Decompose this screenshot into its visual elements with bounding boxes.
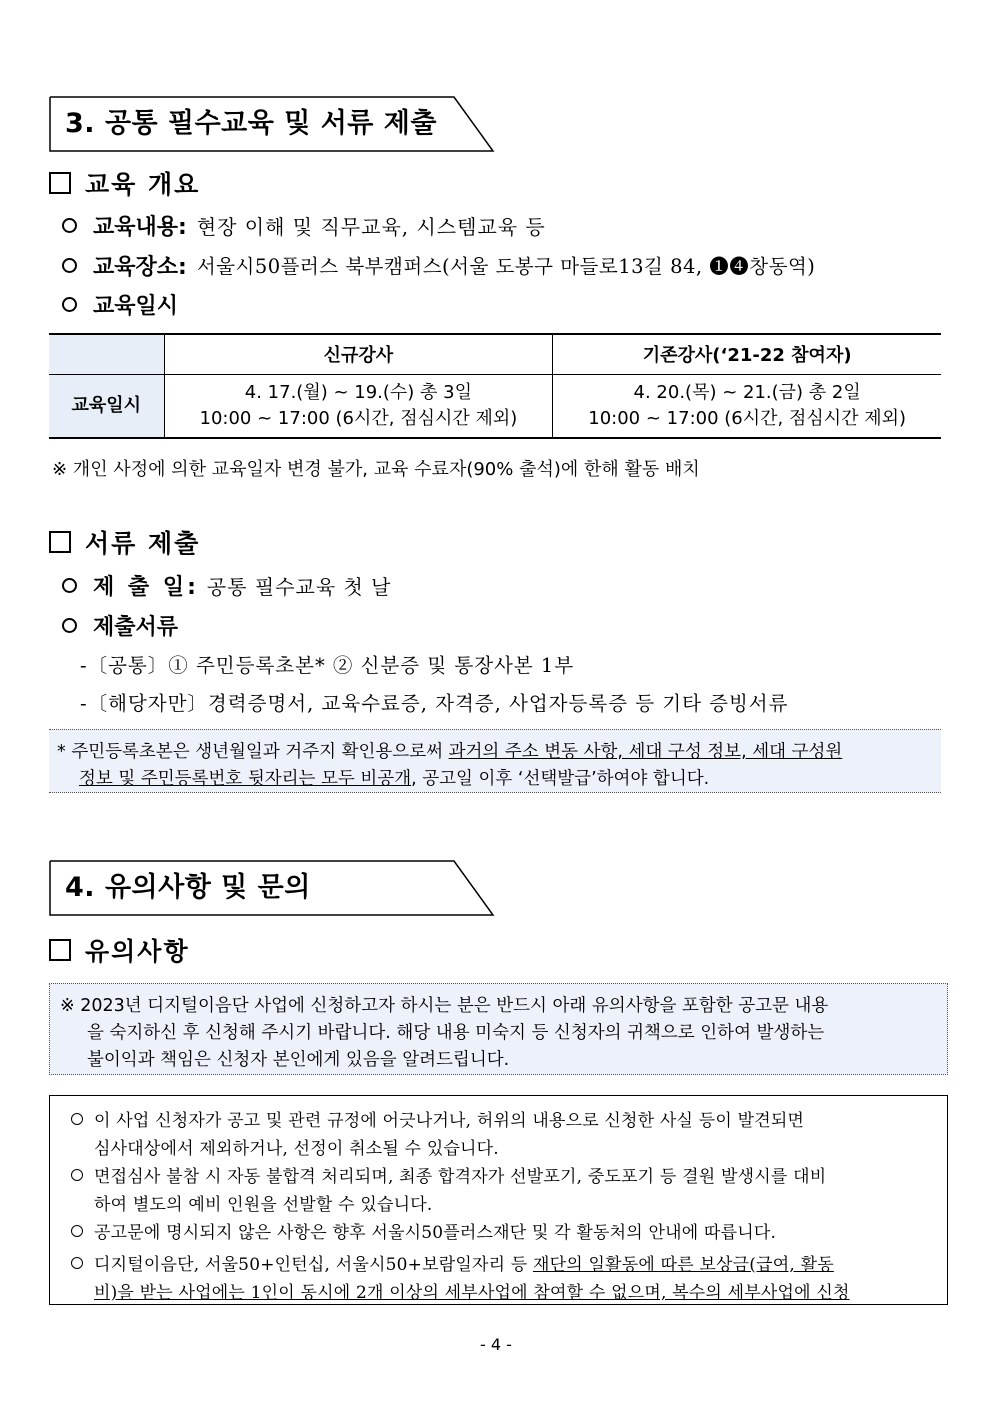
edu-date-item (62, 287, 178, 321)
circle-bullet-icon (62, 297, 77, 312)
edu-place-label: 교육장소: (93, 254, 187, 280)
docs-date-item (62, 568, 392, 602)
note-text: , 공고일 이후 ‘선택발급’하여야 합니다. (411, 769, 710, 789)
docs-common: -〔공통〕① 주민등록초본* ② 신분증 및 통장사본 1부 (80, 654, 575, 677)
table-cell-existing (553, 374, 941, 438)
section-4-title: 4. 유의사항 및 문의 (65, 872, 311, 903)
table-note: ※ 개인 사정에 의한 교육일자 변경 불가, 교육 수료자(90% 출석)에 한해 활동 배치 (52, 459, 700, 480)
checkbox-square-icon (49, 939, 71, 961)
checkbox-square-icon (49, 531, 71, 553)
edu-content-item (62, 208, 546, 242)
table-header-existing: 기존강사(‘21-22 참여자) (553, 334, 941, 374)
table-header-row (49, 334, 941, 374)
list-underlined-text: 재단의 일활동에 따른 보상금(급여, 활동 (533, 1255, 834, 1275)
docs-list-item (62, 608, 178, 642)
note-underlined-text: 과거의 주소 변동 사항, 세대 구성 정보, 세대 구성원 (448, 742, 843, 762)
edu-place-value: 서울시50플러스 북부캠퍼스(서울 도봉구 마들로13길 84, ❶❹창동역) (196, 255, 816, 278)
docs-date-label: 제 출 일: (93, 574, 199, 600)
docs-date-value: 공통 필수교육 첫 날 (206, 574, 392, 599)
circle-bullet-icon (62, 578, 77, 593)
note-underlined-text: 정보 및 주민등록번호 뒷자리는 모두 비공개 (79, 769, 412, 789)
notes-list-box (49, 1095, 948, 1305)
table-row-label: 교육일시 (49, 374, 164, 438)
table-header-empty (49, 334, 164, 374)
table-header-new: 신규강사 (164, 334, 553, 374)
existing-time-line: 10:00 ~ 17:00 (6시간, 점심시간 제외) (588, 407, 907, 429)
circle-bullet-icon (62, 218, 77, 233)
note-text: * 주민등록초본은 생년월일과 거주지 확인용으로써 (57, 742, 449, 762)
list-item (94, 1250, 834, 1275)
docs-list-label: 제출서류 (93, 614, 179, 640)
warning-box (49, 983, 948, 1075)
docs-applicable: -〔해당자만〕경력증명서, 교육수료증, 자격증, 사업자등록증 등 기타 증빙서류 (80, 692, 789, 715)
list-item: 이 사업 신청자가 공고 및 관련 규정에 어긋나거나, 허위의 내용으로 신청한 사실 등이 발견되면 (94, 1111, 805, 1131)
existing-date-line: 4. 20.(목) ~ 21.(금) 총 2일 (633, 381, 861, 403)
list-item: 공고문에 명시되지 않은 사항은 향후 서울시50플러스재단 및 각 활동처의 안내에 따릅니다. (94, 1223, 777, 1243)
list-item-cont: 비)을 받는 사업에는 1인이 동시에 2개 이상의 세부사업에 참여할 수 없으며, 복수의 세부사업에 신청 (94, 1283, 850, 1303)
section-3-title: 3. 공통 필수교육 및 서류 제출 (65, 108, 437, 139)
docs-note-box (49, 729, 941, 793)
edu-schedule-table (49, 333, 941, 439)
list-item-cont: 하여 별도의 예비 인원을 선발할 수 있습니다. (94, 1195, 433, 1215)
table-cell-new (164, 374, 553, 438)
circle-bullet-icon (71, 1225, 83, 1237)
circle-bullet-icon (71, 1257, 83, 1269)
warning-line-2: 을 숙지하신 후 신청해 주시기 바랍니다. 해당 내용 미숙지 등 신청자의 귀책으로 인하여 발생하는 (87, 1023, 825, 1043)
docs-note-line-2 (79, 765, 709, 790)
list-item: 면접심사 불참 시 자동 불합격 처리되며, 최종 합격자가 선발포기, 중도포기 등 결원 발생시를 대비 (94, 1167, 827, 1187)
edu-content-label: 교육내용: (93, 214, 187, 240)
list-item-cont: 심사대상에서 제외하거나, 선정이 취소될 수 있습니다. (94, 1139, 499, 1159)
warning-line-1: ※ 2023년 디지털이음단 사업에 신청하고자 하시는 분은 반드시 아래 유의사항을 포함한 공고문 내용 (60, 996, 829, 1016)
docs-title: 서류 제출 (85, 529, 201, 558)
docs-heading (49, 524, 200, 560)
notes-title: 유의사항 (85, 937, 190, 966)
edu-content-value: 현장 이해 및 직무교육, 시스템교육 등 (196, 214, 546, 239)
table-row (49, 374, 941, 438)
new-date-line: 4. 17.(월) ~ 19.(수) 총 3일 (244, 381, 472, 403)
section-3-header (49, 96, 494, 152)
circle-bullet-icon (71, 1169, 83, 1181)
edu-overview-title: 교육 개요 (85, 170, 201, 199)
edu-date-label: 교육일시 (93, 293, 179, 319)
warning-line-3: 불이익과 책임은 신청자 본인에게 있음을 알려드립니다. (87, 1050, 510, 1070)
circle-bullet-icon (62, 618, 77, 633)
new-time-line: 10:00 ~ 17:00 (6시간, 점심시간 제외) (199, 407, 518, 429)
circle-bullet-icon (62, 258, 77, 273)
docs-note-line-1 (57, 738, 842, 763)
list-text: 디지털이음단, 서울50+인턴십, 서울시50+보람일자리 등 (94, 1255, 534, 1275)
edu-place-item (62, 248, 815, 282)
edu-overview-heading (49, 165, 200, 201)
notes-heading (49, 932, 190, 968)
circle-bullet-icon (71, 1113, 83, 1125)
section-4-header (49, 860, 494, 916)
checkbox-square-icon (49, 172, 71, 194)
page-number: - 4 - (480, 1335, 512, 1354)
